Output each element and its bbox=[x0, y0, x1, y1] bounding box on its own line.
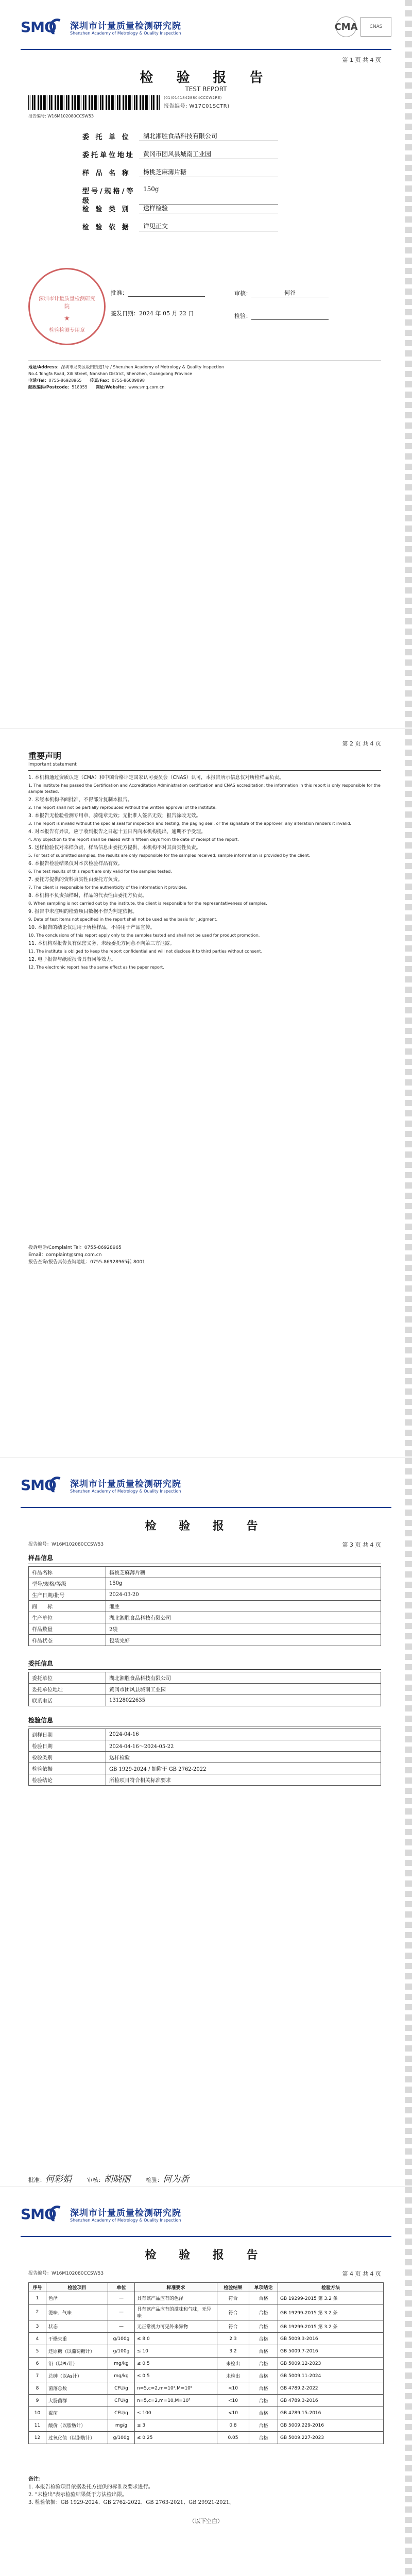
note-item: 7. The client is responsible for the authenticity of the information it provides. bbox=[28, 885, 187, 890]
table-cell: 3 bbox=[29, 2320, 46, 2333]
table-cell: CFU/g bbox=[108, 2407, 135, 2419]
table-cell: 1 bbox=[29, 2292, 46, 2304]
table-cell: 无正常视力可见外来异物 bbox=[135, 2320, 217, 2333]
table-cell: 酸价（以脂肪计） bbox=[46, 2419, 108, 2432]
notes-list bbox=[28, 774, 381, 972]
table-cell: 铅（以Pb计） bbox=[46, 2358, 108, 2370]
table-cell: 合格 bbox=[249, 2407, 278, 2419]
table-row: 检验结论 所检项目符合相关标准要求 bbox=[29, 1774, 381, 1786]
table-cell: ≤ 0.5 bbox=[135, 2358, 217, 2370]
table-row bbox=[29, 2407, 384, 2419]
org-name-cn: 深圳市计量质量检测研究院 bbox=[70, 21, 181, 31]
table-cell: g/100g bbox=[108, 2345, 135, 2358]
notes-divider bbox=[28, 770, 381, 771]
table-cell: 2.3 bbox=[217, 2333, 249, 2345]
report-number: 报告编号：W16M102080CCSW53 bbox=[28, 1542, 104, 1547]
org-name-en: Shenzhen Academy of Metrology & Quality Inspection bbox=[70, 31, 181, 36]
note-item: 6. 本报告检验结果仅对本次检验样品有效。 bbox=[28, 861, 123, 867]
table-cell: 合格 bbox=[249, 2292, 278, 2304]
results-table bbox=[28, 2282, 384, 2444]
table-cell: 滋味、气味 bbox=[46, 2304, 108, 2320]
note-item: 1. 本机构通过资质认定（CMA）和中国合格评定国家认可委员会（CNAS）认可，本报告所示信息仅对所检样品负责。 bbox=[28, 775, 284, 781]
contact-block: 地址/Address：深圳市龙岗区坂田街道1号 / Shenzhen Academy of Metrology & Quality Inspection No.4 Tongfa Road, Xili Street, Nanshan District, Shenzhen, Guangdong Province 电话/Tel：0755-86928965 传真/Fax：0755-86009898 邮政编码/Postcode：518055 网址/Website：www.smq.com.cn bbox=[28, 365, 224, 389]
table-cell: ≤ 0.25 bbox=[135, 2432, 217, 2444]
table-cell: g/100g bbox=[108, 2432, 135, 2444]
test-section-heading: 检验信息 bbox=[28, 1716, 381, 1726]
notes-title-en: Important statement bbox=[28, 762, 77, 767]
header-divider bbox=[21, 1507, 391, 1508]
table-cell: GB 5009.229-2016 bbox=[278, 2419, 384, 2432]
table-cell: 合格 bbox=[249, 2345, 278, 2358]
table-cell: 8 bbox=[29, 2382, 46, 2395]
table-row: 商 标 湘胜 bbox=[29, 1601, 381, 1612]
table-cell: — bbox=[108, 2304, 135, 2320]
table-cell: GB 19299-2015 第 3.2 条 bbox=[278, 2292, 384, 2304]
note-item: 8. 本机构不负责抽样时，样品的代表性由委托方负责。 bbox=[28, 893, 147, 899]
org-name-en: Shenzhen Academy of Metrology & Quality Inspection bbox=[70, 2218, 181, 2223]
remark-line: 3. 检验依据：GB 1929-2024、GB 2762-2022、GB 2763-2021、GB 29921-2021。 bbox=[28, 2500, 235, 2505]
table-cell: 2 bbox=[29, 2304, 46, 2320]
page-number: 第 4 页 共 4 页 bbox=[342, 2270, 381, 2277]
table-cell: GB 4789.3-2016 bbox=[278, 2395, 384, 2407]
complaint-block: 投诉电话/Complaint Tel：0755-86928965 Email：complaint@smq.com.cn 报告查询/报告真伪查询地址：0755-86928965转 8001 bbox=[28, 1245, 145, 1265]
signature-row bbox=[28, 2172, 381, 2184]
note-item: 12. The electronic report has the same effect as the paper report. bbox=[28, 965, 164, 970]
col-header: 检验结果 bbox=[217, 2283, 249, 2292]
cover-page bbox=[0, 0, 412, 729]
note-item: 5. 送样检验仅对来样负责，样品信息由委托方提供，本机构不对其真实性负责。 bbox=[28, 845, 201, 851]
table-cell: 5 bbox=[29, 2345, 46, 2358]
table-cell: 合格 bbox=[249, 2382, 278, 2395]
table-row: 检验日期 2024-04-16～2024-05-22 bbox=[29, 1740, 381, 1752]
col-header: 序号 bbox=[29, 2283, 46, 2292]
table-cell: 过氧化值（以脂肪计） bbox=[46, 2432, 108, 2444]
client-section-heading: 委托信息 bbox=[28, 1659, 381, 1670]
table-cell: GB 5009.7-2016 bbox=[278, 2345, 384, 2358]
table-row bbox=[29, 2345, 384, 2358]
table-cell: — bbox=[108, 2320, 135, 2333]
page-number: 第 2 页 共 4 页 bbox=[342, 740, 381, 747]
reviewer-signature: 审核：胡晓丽 bbox=[87, 2174, 130, 2184]
table-row: 样品名称 杨桃芝麻薄片糖 bbox=[29, 1567, 381, 1578]
table-cell: — bbox=[108, 2292, 135, 2304]
col-header: 单项结论 bbox=[249, 2283, 278, 2292]
table-cell: 合格 bbox=[249, 2370, 278, 2382]
table-cell: <10 bbox=[217, 2395, 249, 2407]
note-item: 11. 本机构对报告负有保密义务，未经委托方同意不向第三方泄露。 bbox=[28, 941, 175, 946]
field-test-basis: 检 验 依 据 详见正文 bbox=[82, 222, 278, 231]
header-divider bbox=[21, 2236, 391, 2237]
note-item: 5. For test of submitted samples, the results are only responsible for the samples received; sample information is provided by the client. bbox=[28, 853, 311, 858]
note-item: 9. 报告中未注明的检验项目数据不作为判定依据。 bbox=[28, 909, 138, 914]
note-item: 11. The institute is obliged to keep the report confidential and will not disclose it to third parties without consent. bbox=[28, 949, 263, 954]
table-row: 联系电话 13128022635 bbox=[29, 1695, 381, 1706]
table-cell: 霉菌 bbox=[46, 2407, 108, 2419]
table-cell: 菌落总数 bbox=[46, 2382, 108, 2395]
table-cell: 合格 bbox=[249, 2304, 278, 2320]
table-row bbox=[29, 2419, 384, 2432]
field-client: 委 托 单 位 湖北湘胜食品科技有限公司 bbox=[82, 131, 278, 141]
smq-logo: SMQ bbox=[21, 1477, 65, 1494]
table-cell: 合格 bbox=[249, 2395, 278, 2407]
table-cell: GB 5009.12-2023 bbox=[278, 2358, 384, 2370]
report-title: 检 验 报 告 bbox=[140, 70, 272, 86]
field-sample-name: 样 品 名 称 杨桃芝麻薄片糖 bbox=[82, 167, 278, 177]
field-test-type: 检 验 类 别 送样检验 bbox=[82, 204, 278, 213]
table-cell: 合格 bbox=[249, 2320, 278, 2333]
table-header-row bbox=[29, 2283, 384, 2292]
table-cell: 合格 bbox=[249, 2419, 278, 2432]
results-page bbox=[0, 2187, 412, 2576]
table-row: 生产日期/批号 2024-03-20 bbox=[29, 1589, 381, 1601]
table-row: 样品状态 包装完好 bbox=[29, 1635, 381, 1646]
cma-mark-icon: CMA bbox=[336, 16, 356, 37]
table-cell: 状态 bbox=[46, 2320, 108, 2333]
org-name-cn: 深圳市计量质量检测研究院 bbox=[70, 1479, 181, 1489]
table-row bbox=[29, 2382, 384, 2395]
table-cell: 合格 bbox=[249, 2333, 278, 2345]
table-cell: 0.8 bbox=[217, 2419, 249, 2432]
table-cell: ≤ 0.5 bbox=[135, 2370, 217, 2382]
note-item: 9. Data of test items not specified in the report shall not be used as the basis for judgment. bbox=[28, 917, 218, 922]
table-cell: 合格 bbox=[249, 2432, 278, 2444]
field-client-address: 委托单位地址 黄冈市团风县城南工业园 bbox=[82, 149, 278, 159]
table-cell: 6 bbox=[29, 2358, 46, 2370]
table-row: 型号/规格/等级 150g bbox=[29, 1578, 381, 1589]
table-row: 检验依据 GB 1929-2024 / 如附于 GB 2762-2022 bbox=[29, 1763, 381, 1774]
table-row: 委托单位 湖北湘胜食品科技有限公司 bbox=[29, 1672, 381, 1684]
table-cell: CFU/g bbox=[108, 2395, 135, 2407]
org-name-cn: 深圳市计量质量检测研究院 bbox=[70, 2208, 181, 2218]
note-item: 1. The institute has passed the Certification and Accreditation Administration certification and CNAS accreditation; the information in this report is only responsible for the sample tested. bbox=[28, 783, 381, 794]
note-item: 3. 本报告无检验检测专用章、骑缝章无效；无批准人签名无效；报告涂改无效。 bbox=[28, 813, 201, 819]
note-item: 7. 委托方提供的资料真实性由委托方负责。 bbox=[28, 877, 123, 883]
table-cell: GB 5009.3-2016 bbox=[278, 2333, 384, 2345]
table-cell: GB 5009.227-2023 bbox=[278, 2432, 384, 2444]
table-row: 到样日期 2024-04-16 bbox=[29, 1729, 381, 1740]
remark-line: 1. 本报告检验项目依据委托方提供的标准及要求进行。 bbox=[28, 2484, 153, 2490]
report-number: 报告编号: W16M102080CCSW53 bbox=[28, 114, 94, 118]
page-number: 第 3 页 共 4 页 bbox=[342, 1541, 381, 1548]
note-item: 6. The test results of this report are only valid for the samples tested. bbox=[28, 869, 172, 874]
barcode-caption: (01)01418428804CCCW2RE) 报告编号: W17C01SCTR) bbox=[164, 96, 230, 109]
table-cell: 还原糖（以葡萄糖计） bbox=[46, 2345, 108, 2358]
table-row bbox=[29, 2333, 384, 2345]
test-info-table bbox=[28, 1728, 381, 1786]
table-cell: 干燥失重 bbox=[46, 2333, 108, 2345]
table-cell: mg/g bbox=[108, 2419, 135, 2432]
field-model-spec: 型号/规格/等级 150g bbox=[82, 185, 278, 205]
note-item: 8. When sampling is not carried out by the institute, the client is responsible for the representativeness of samples. bbox=[28, 901, 267, 906]
table-cell: 符合 bbox=[217, 2292, 249, 2304]
table-row: 委托单位地址 黄冈市团风县城南工业园 bbox=[29, 1684, 381, 1695]
table-row bbox=[29, 2320, 384, 2333]
table-cell: 符合 bbox=[217, 2320, 249, 2333]
notes-title: 重要声明 bbox=[28, 751, 62, 761]
remark-line: 2. "未检出"表示检验结果低于方法检出限。 bbox=[28, 2492, 127, 2498]
table-cell: 4 bbox=[29, 2333, 46, 2345]
table-cell: GB 19299-2015 第 3.2 条 bbox=[278, 2320, 384, 2333]
note-item: 4. 对本报告有异议，应于收到报告之日起十五日内向本机构提出，逾期不予受理。 bbox=[28, 829, 206, 835]
table-cell: g/100g bbox=[108, 2333, 135, 2345]
table-cell: mg/kg bbox=[108, 2370, 135, 2382]
inspection-seal-stamp: 深圳市计量质量检测研究院 ★ 检验检测专用章 bbox=[28, 268, 106, 345]
report-title: 检 验 报 告 bbox=[145, 1520, 267, 1533]
report-title: 检 验 报 告 bbox=[145, 2249, 267, 2262]
table-cell: ≤ 8.0 bbox=[135, 2333, 217, 2345]
note-item: 12. 电子报告与纸质报告具有同等效力。 bbox=[28, 957, 116, 962]
table-cell: mg/kg bbox=[108, 2358, 135, 2370]
table-cell: 7 bbox=[29, 2370, 46, 2382]
table-cell: 未检出 bbox=[217, 2358, 249, 2370]
table-cell: 3.2 bbox=[217, 2345, 249, 2358]
paging-seal-strip bbox=[405, 0, 412, 728]
client-info-table bbox=[28, 1672, 381, 1706]
table-cell: 合格 bbox=[249, 2358, 278, 2370]
table-row bbox=[29, 2304, 384, 2320]
table-cell: <10 bbox=[217, 2382, 249, 2395]
org-name-en: Shenzhen Academy of Metrology & Quality Inspection bbox=[70, 1489, 181, 1494]
tester-signature: 检验：何为新 bbox=[146, 2174, 189, 2184]
table-row: 检验类别 送样检验 bbox=[29, 1752, 381, 1763]
sample-section-heading: 样品信息 bbox=[28, 1553, 381, 1564]
table-cell: 未检出 bbox=[217, 2370, 249, 2382]
reviewer-signature: 审核： 何谷 bbox=[234, 289, 329, 297]
table-row: 样品数量 2袋 bbox=[29, 1623, 381, 1635]
paging-seal-strip bbox=[405, 729, 412, 1458]
table-row bbox=[29, 2370, 384, 2382]
note-item: 3. The report is invalid without the special seal for inspection and testing, the paging seal, or the signature of the approver; any alteration renders it invalid. bbox=[28, 821, 351, 826]
table-cell: 12 bbox=[29, 2432, 46, 2444]
col-header: 标准要求 bbox=[135, 2283, 217, 2292]
report-title-en: TEST REPORT bbox=[185, 86, 227, 93]
approver-signature: 批准：何彩娟 bbox=[28, 2174, 72, 2184]
paging-seal-strip bbox=[405, 1458, 412, 2187]
header-divider bbox=[21, 49, 391, 50]
table-cell: n=5,c=2,m=10⁴,M=10⁵ bbox=[135, 2382, 217, 2395]
table-row: 生产单位 湖北湘胜食品科技有限公司 bbox=[29, 1612, 381, 1623]
smq-logo: SMQ bbox=[21, 19, 65, 36]
table-cell: 11 bbox=[29, 2419, 46, 2432]
note-item: 10. 本报告的结论仅适用于所检样品，不得用于产品宣传。 bbox=[28, 925, 156, 930]
table-cell: 总砷（以As计） bbox=[46, 2370, 108, 2382]
table-cell: GB 19299-2015 第 3.2 条 bbox=[278, 2304, 384, 2320]
notes-page bbox=[0, 729, 412, 1458]
table-cell: GB 4789.15-2016 bbox=[278, 2407, 384, 2419]
note-item: 4. Any objection to the report shall be raised within fifteen days from the date of receipt of the report. bbox=[28, 837, 239, 842]
col-header: 检验项目 bbox=[46, 2283, 108, 2292]
paging-seal-strip bbox=[405, 2187, 412, 2576]
remarks-block: 备注： 1. 本报告检验项目依据委托方提供的标准及要求进行。 2. "未检出"表示检验结果低于方法检出限。 3. 检验依据：GB 1929-2024、GB 2762-2022、GB 2763-2021、GB 29921-2021。 bbox=[28, 2476, 381, 2506]
issue-date: 签发日期：2024 年 05 月 22 日 bbox=[111, 310, 194, 317]
table-row bbox=[29, 2395, 384, 2407]
table-cell: GB 5009.11-2024 bbox=[278, 2370, 384, 2382]
table-cell: CFU/g bbox=[108, 2382, 135, 2395]
col-header: 单位 bbox=[108, 2283, 135, 2292]
page-number: 第 1 页 共 4 页 bbox=[342, 57, 381, 63]
table-cell: <10 bbox=[217, 2407, 249, 2419]
cnas-mark-icon: CNAS bbox=[360, 17, 391, 37]
table-cell: 9 bbox=[29, 2395, 46, 2407]
report-number: 报告编号：W16M102080CCSW53 bbox=[28, 2271, 104, 2276]
page-header bbox=[21, 2202, 391, 2233]
sample-info-table bbox=[28, 1566, 381, 1646]
table-row bbox=[29, 2432, 384, 2444]
smq-logo: SMQ bbox=[21, 2206, 65, 2223]
accreditation-marks bbox=[336, 16, 391, 37]
note-item: 2. The report shall not be partially reproduced without the written approval of the institute. bbox=[28, 805, 217, 810]
tester-signature: 检验： bbox=[234, 309, 329, 320]
report-barcode bbox=[28, 95, 160, 110]
table-row bbox=[29, 2292, 384, 2304]
table-cell: ≤ 3 bbox=[135, 2419, 217, 2432]
table-cell: n=5,c=2,m=10,M=10² bbox=[135, 2395, 217, 2407]
table-cell: 符合 bbox=[217, 2304, 249, 2320]
note-item: 10. The conclusions of this report apply only to the samples tested and shall not be used for product promotion. bbox=[28, 933, 260, 938]
table-cell: 具有该产品应有的滋味和气味，无异味 bbox=[135, 2304, 217, 2320]
end-of-report-mark: （以下空白） bbox=[189, 2518, 223, 2524]
table-cell: ≤ 10 bbox=[135, 2345, 217, 2358]
approver-signature: 批准： bbox=[111, 289, 205, 297]
table-cell: GB 4789.2-2022 bbox=[278, 2382, 384, 2395]
col-header: 检验方法 bbox=[278, 2283, 384, 2292]
table-cell: 10 bbox=[29, 2407, 46, 2419]
page-header bbox=[21, 15, 391, 46]
table-cell: 大肠菌群 bbox=[46, 2395, 108, 2407]
note-item: 2. 未经本机构书面批准，不得部分复制本报告。 bbox=[28, 797, 133, 803]
table-cell: ≤ 100 bbox=[135, 2407, 217, 2419]
table-cell: 具有该产品应有的色泽 bbox=[135, 2292, 217, 2304]
table-cell: 0.05 bbox=[217, 2432, 249, 2444]
sample-info-page bbox=[0, 1458, 412, 2187]
page-header bbox=[21, 1473, 391, 1504]
table-cell: 色泽 bbox=[46, 2292, 108, 2304]
table-row bbox=[29, 2358, 384, 2370]
